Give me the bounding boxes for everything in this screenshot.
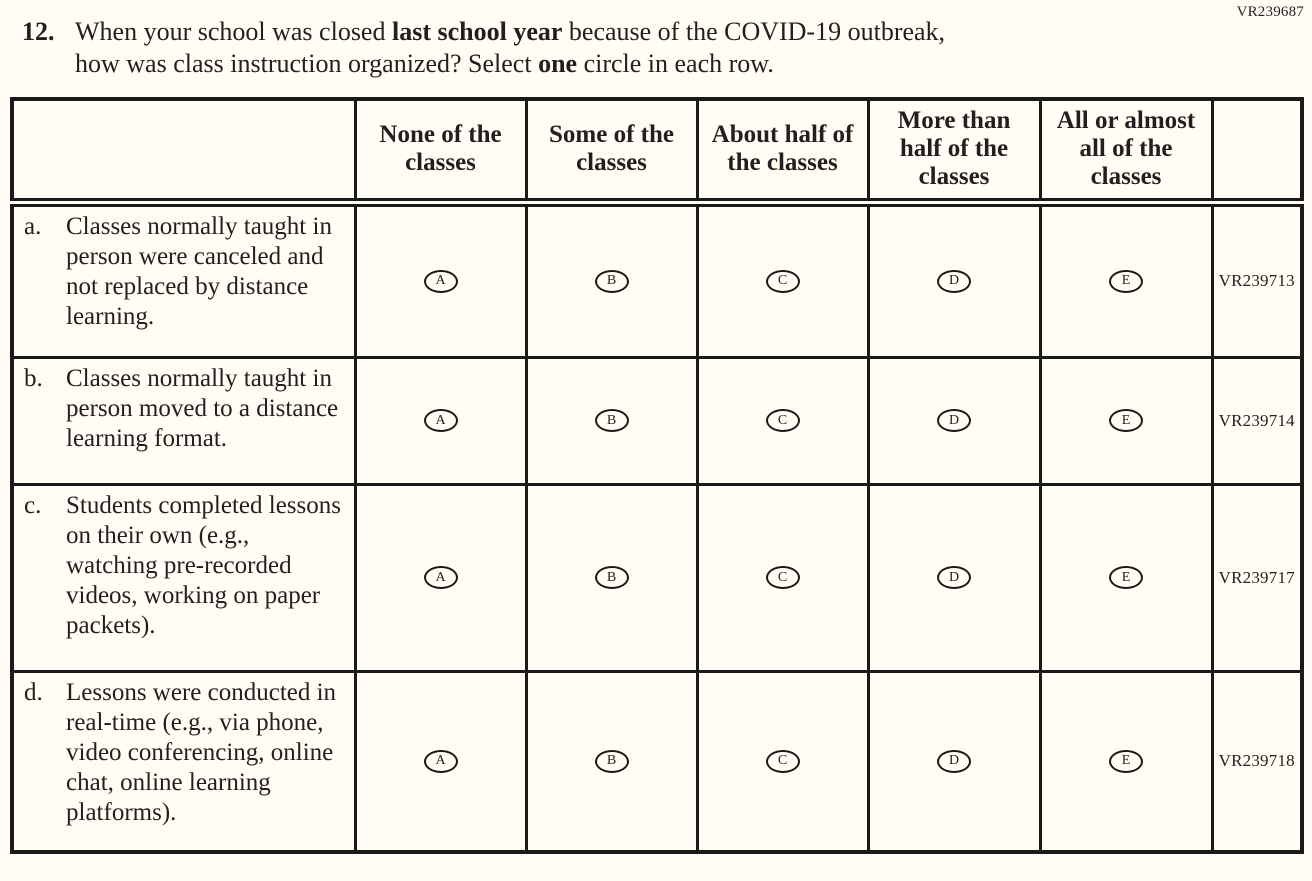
option-cell bbox=[526, 357, 697, 484]
vr-code: VR239713 bbox=[1212, 202, 1302, 357]
column-header-about-half: About half of the classes bbox=[697, 99, 868, 202]
option-cell bbox=[868, 671, 1040, 852]
option-cell bbox=[697, 357, 868, 484]
question-number: 12. bbox=[22, 17, 55, 46]
row-stem bbox=[12, 202, 355, 357]
option-cell bbox=[526, 484, 697, 671]
answer-bubble-b-B[interactable]: B bbox=[595, 409, 629, 432]
option-cell bbox=[526, 671, 697, 852]
answer-bubble-a-C[interactable]: C bbox=[766, 270, 800, 293]
question-text bbox=[75, 16, 945, 80]
table-row-b bbox=[12, 357, 1302, 484]
answer-bubble-c-D[interactable]: D bbox=[937, 566, 971, 589]
answer-bubble-a-A[interactable]: A bbox=[424, 270, 458, 293]
row-stem-text: Classes normally taught in person were canceled and not replaced by distance learning. bbox=[66, 212, 332, 330]
row-stem bbox=[12, 484, 355, 671]
answer-bubble-c-A[interactable]: A bbox=[424, 566, 458, 589]
option-cell bbox=[1040, 484, 1212, 671]
column-header-all: All or almost all of the classes bbox=[1040, 99, 1212, 202]
row-stem bbox=[12, 671, 355, 852]
option-cell bbox=[868, 202, 1040, 357]
option-cell bbox=[355, 202, 526, 357]
row-stem bbox=[12, 357, 355, 484]
question-text-segment: because of the COVID-19 outbreak, bbox=[562, 17, 946, 46]
row-stem-text: Lessons were conducted in real-time (e.g., via phone, video conferencing, online chat, online learning platforms). bbox=[66, 678, 337, 826]
column-header-more-than-half: More than half of the classes bbox=[868, 99, 1040, 202]
answer-bubble-d-B[interactable]: B bbox=[595, 750, 629, 773]
option-cell bbox=[355, 671, 526, 852]
answer-bubble-a-B[interactable]: B bbox=[595, 270, 629, 293]
row-letter: c. bbox=[24, 491, 42, 519]
vr-code: VR239714 bbox=[1212, 357, 1302, 484]
answer-bubble-a-D[interactable]: D bbox=[937, 270, 971, 293]
stem-header-cell bbox=[12, 99, 355, 202]
vr-code: VR239717 bbox=[1212, 484, 1302, 671]
response-grid bbox=[10, 97, 1304, 854]
option-cell bbox=[697, 671, 868, 852]
column-header-none: None of the classes bbox=[355, 99, 526, 202]
column-header-some: Some of the classes bbox=[526, 99, 697, 202]
question-text-segment: how was class instruction organized? Select bbox=[75, 49, 539, 78]
table-row-d bbox=[12, 671, 1302, 852]
option-cell bbox=[355, 357, 526, 484]
option-cell bbox=[355, 484, 526, 671]
vr-code: VR239718 bbox=[1212, 671, 1302, 852]
answer-bubble-b-C[interactable]: C bbox=[766, 409, 800, 432]
option-cell bbox=[1040, 357, 1212, 484]
option-cell bbox=[1040, 202, 1212, 357]
row-letter: b. bbox=[24, 364, 43, 392]
question-text-bold: one bbox=[538, 49, 578, 78]
answer-bubble-d-D[interactable]: D bbox=[937, 750, 971, 773]
option-cell bbox=[868, 357, 1040, 484]
question-block bbox=[0, 0, 1312, 80]
row-letter: d. bbox=[24, 678, 43, 706]
row-letter: a. bbox=[24, 212, 42, 240]
question-text-bold: last school year bbox=[391, 17, 563, 46]
answer-bubble-d-A[interactable]: A bbox=[424, 750, 458, 773]
table-row-c bbox=[12, 484, 1302, 671]
row-stem-text: Classes normally taught in person moved to a distance learning format. bbox=[66, 364, 339, 452]
answer-bubble-b-E[interactable]: E bbox=[1109, 409, 1143, 432]
question-text-segment: circle in each row. bbox=[577, 49, 774, 78]
table-row-a bbox=[12, 202, 1302, 357]
option-cell bbox=[526, 202, 697, 357]
answer-bubble-c-C[interactable]: C bbox=[766, 566, 800, 589]
answer-bubble-a-E[interactable]: E bbox=[1109, 270, 1143, 293]
option-cell bbox=[697, 484, 868, 671]
question-text-segment: When your school was closed bbox=[75, 17, 392, 46]
page-form-code: VR239687 bbox=[1236, 4, 1304, 20]
header-row bbox=[12, 99, 1302, 202]
answer-bubble-b-A[interactable]: A bbox=[424, 409, 458, 432]
answer-bubble-c-E[interactable]: E bbox=[1109, 566, 1143, 589]
row-stem-text: Students completed lessons on their own (e.g., watching pre-recorded videos, working on paper packets). bbox=[66, 491, 341, 639]
answer-bubble-c-B[interactable]: B bbox=[595, 566, 629, 589]
answer-bubble-d-E[interactable]: E bbox=[1109, 750, 1143, 773]
code-header-cell bbox=[1212, 99, 1302, 202]
answer-bubble-b-D[interactable]: D bbox=[937, 409, 971, 432]
option-cell bbox=[697, 202, 868, 357]
option-cell bbox=[1040, 671, 1212, 852]
option-cell bbox=[868, 484, 1040, 671]
answer-bubble-d-C[interactable]: C bbox=[766, 750, 800, 773]
